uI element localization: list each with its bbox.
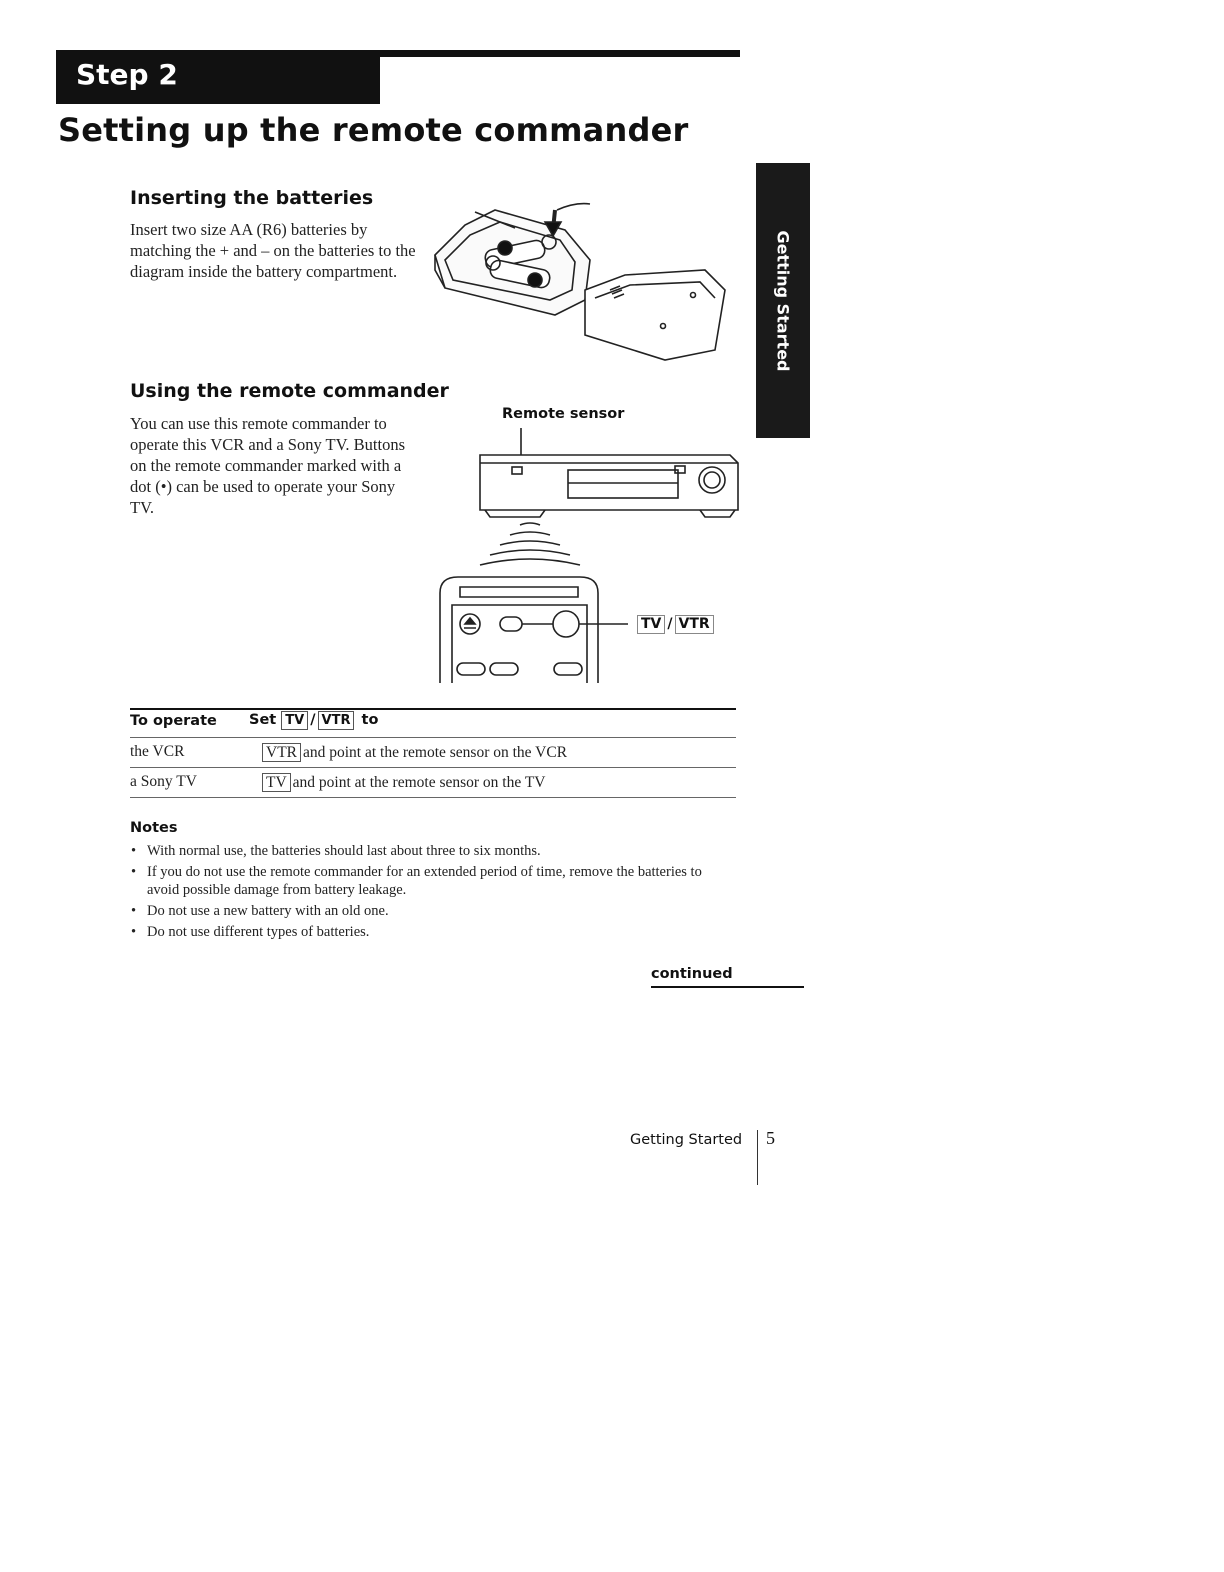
side-tab xyxy=(756,163,810,438)
page-title: Setting up the remote commander xyxy=(58,111,689,149)
footer-divider xyxy=(757,1130,758,1185)
note-item: • Do not use a new battery with an old one. xyxy=(130,902,730,920)
table-bottom-rule xyxy=(130,797,736,798)
table-row-2-key: TV xyxy=(262,773,291,792)
table-header-separator: / xyxy=(310,712,316,728)
using-text: You can use this remote commander to operate this VCR and a Sony TV. Buttons on the remote commander marked with a dot (•) can be used to operate your Sony TV. xyxy=(130,414,406,517)
continued-label: continued xyxy=(651,966,733,982)
switch-separator: / xyxy=(667,616,673,632)
vcr-remote-illustration xyxy=(430,425,750,690)
switch-tv-key: TV xyxy=(637,615,665,634)
notes-heading: Notes xyxy=(130,820,178,836)
battery-illustration xyxy=(425,190,745,370)
table-row-1-target: the VCR xyxy=(130,743,185,760)
notes-list xyxy=(130,842,730,944)
table-header-set xyxy=(249,711,378,730)
continued-rule xyxy=(651,986,804,988)
table-header-operate: To operate xyxy=(130,713,217,729)
batteries-heading: Inserting the batteries xyxy=(130,187,374,209)
note-item: • With normal use, the batteries should last about three to six months. xyxy=(130,842,730,860)
table-row-2-instruction xyxy=(262,773,546,792)
side-tab-label: Getting Started xyxy=(773,230,793,371)
footer-section-label: Getting Started xyxy=(630,1132,743,1148)
table-top-rule xyxy=(130,708,736,710)
table-row-1-text: and point at the remote sensor on the VCR xyxy=(303,744,568,761)
tv-vtr-switch-label xyxy=(637,615,716,634)
using-heading: Using the remote commander xyxy=(130,380,449,402)
table-header-vtr-key: VTR xyxy=(318,711,355,730)
page-number: 5 xyxy=(766,1128,775,1148)
table-row-2-target: a Sony TV xyxy=(130,773,197,790)
table-row-2-text: and point at the remote sensor on the TV xyxy=(292,774,546,791)
table-header-tv-key: TV xyxy=(281,711,308,730)
step-label: Step 2 xyxy=(76,58,178,91)
note-item: • If you do not use the remote commander for an extended period of time, remove the batteries to avoid possible damage from battery leakage. xyxy=(130,863,730,899)
table-header-set-word: Set xyxy=(249,712,277,728)
remote-sensor-label: Remote sensor xyxy=(502,406,625,422)
table-row-1-instruction xyxy=(262,743,567,762)
table-row-1-key: VTR xyxy=(262,743,301,762)
table-header-to-word: to xyxy=(361,712,379,728)
table-header-rule xyxy=(130,737,736,738)
batteries-text: Insert two size AA (R6) batteries by matching the + and – on the batteries to the diagram inside the battery compartment. xyxy=(130,220,416,281)
switch-vtr-key: VTR xyxy=(675,615,714,634)
note-item: • Do not use different types of batteries. xyxy=(130,923,730,941)
table-row-rule xyxy=(130,767,736,768)
